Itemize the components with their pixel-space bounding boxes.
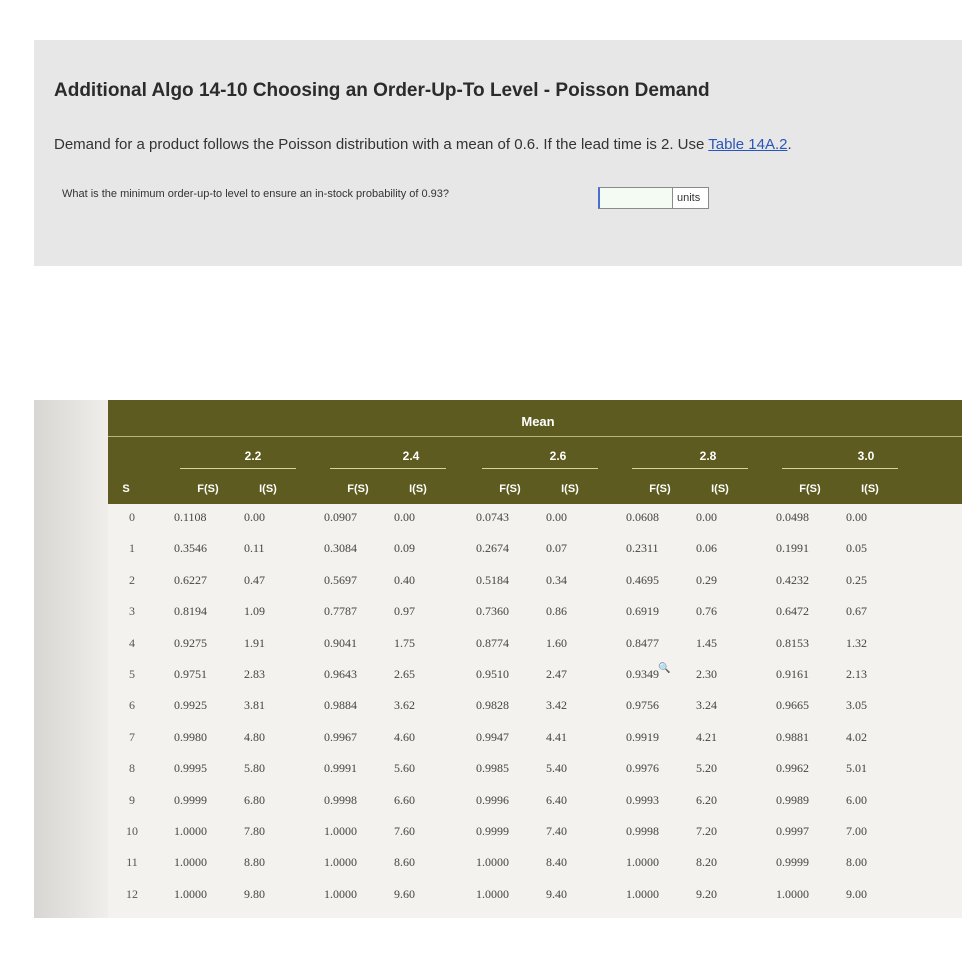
cell-f-value: 0.9999 <box>476 824 509 838</box>
cell-f-value: 0.9275 <box>174 635 207 650</box>
cell-i-value: 8.60 <box>394 855 415 870</box>
cell-f-value: 0.0907 <box>324 510 357 524</box>
cell-i-value: 2.83 <box>244 667 265 681</box>
problem-description-end: . <box>787 136 792 153</box>
table-row <box>108 630 962 662</box>
cell-i-value: 4.41 <box>546 729 567 744</box>
cell-i-value: 4.02 <box>846 729 867 744</box>
cell-i-value: 4.80 <box>244 729 265 744</box>
table-link[interactable]: Table 14A.2 <box>708 136 788 153</box>
cell-f-value: 0.9980 <box>174 729 207 744</box>
cell-f-value: 0.9161 <box>776 667 809 681</box>
problem-card <box>34 40 962 266</box>
cell-f-value: 0.6472 <box>776 604 809 619</box>
cell-i-value: 9.20 <box>696 886 717 901</box>
cell-f-value: 0.9991 <box>324 761 357 776</box>
cell-f-value: 1.0000 <box>174 855 207 870</box>
cell-f-value: 0.1991 <box>776 541 809 556</box>
cell-f-value: 0.9998 <box>626 824 659 838</box>
poisson-table-image <box>34 400 962 918</box>
cell-i-value: 9.00 <box>846 886 867 901</box>
cell-i-value: 1.45 <box>696 635 717 650</box>
cell-f-value: 0.9756 <box>626 698 659 713</box>
units-label: units <box>673 187 709 209</box>
row-s-value: 9 <box>129 792 135 807</box>
cell-i-value: 0.11 <box>244 541 265 556</box>
mean-value-2-2: 2.2 <box>244 449 262 463</box>
cell-i-value: 2.65 <box>394 667 415 681</box>
problem-title: Additional Algo 14-10 Choosing an Order-Up-To Level - Poisson Demand <box>54 80 710 101</box>
row-s-value: 8 <box>129 761 135 776</box>
row-s-value: 3 <box>129 604 135 619</box>
cell-f-value: 0.8774 <box>476 635 509 650</box>
cell-f-value: 1.0000 <box>776 886 809 901</box>
cell-i-value: 0.25 <box>846 572 867 587</box>
cell-f-value: 0.9665 <box>776 698 809 713</box>
cell-i-value: 3.62 <box>394 698 415 713</box>
cell-i-value: 0.29 <box>696 572 717 587</box>
cell-f-value: 0.9962 <box>776 761 809 776</box>
cell-i-value: 7.80 <box>244 824 265 838</box>
cell-f-value: 0.1108 <box>174 510 207 524</box>
cell-i-value: 4.21 <box>696 729 717 744</box>
cell-f-value: 0.3546 <box>174 541 207 556</box>
cell-i-value: 8.80 <box>244 855 265 870</box>
cell-i-value: 0.67 <box>846 604 867 619</box>
cell-i-value: 0.34 <box>546 572 567 587</box>
cell-i-value: 5.20 <box>696 761 717 776</box>
cell-i-value: 7.40 <box>546 824 567 838</box>
column-header-i: I(S) <box>861 483 879 495</box>
cell-i-value: 9.60 <box>394 886 415 901</box>
mean-value-3-0: 3.0 <box>857 449 875 463</box>
mean-value-2-6: 2.6 <box>549 449 567 463</box>
mean-underline <box>482 468 598 469</box>
cell-i-value: 0.06 <box>696 541 717 556</box>
mean-label: Mean <box>521 414 555 429</box>
cell-f-value: 0.9751 <box>174 667 207 681</box>
cell-f-value: 0.4695 <box>626 572 659 587</box>
cell-f-value: 0.9884 <box>324 698 357 713</box>
cell-f-value: 1.0000 <box>324 886 357 901</box>
cell-i-value: 0.00 <box>696 510 717 524</box>
cell-f-value: 0.9967 <box>324 729 357 744</box>
cell-f-value: 0.9989 <box>776 792 809 807</box>
row-s-value: 11 <box>126 855 138 870</box>
cell-i-value: 0.86 <box>546 604 567 619</box>
cell-f-value: 0.0608 <box>626 510 659 524</box>
cell-i-value: 8.40 <box>546 855 567 870</box>
cell-i-value: 2.13 <box>846 667 867 681</box>
cell-f-value: 1.0000 <box>324 855 357 870</box>
question-text: What is the minimum order-up-to level to ensure an in-stock probability of 0.93? <box>62 188 450 200</box>
cell-i-value: 8.20 <box>696 855 717 870</box>
table-row <box>108 849 962 881</box>
cell-f-value: 0.9993 <box>626 792 659 807</box>
zoom-icon: 🔍 <box>658 663 671 674</box>
cell-f-value: 1.0000 <box>626 886 659 901</box>
cell-i-value: 0.00 <box>244 510 265 524</box>
column-header-f: F(S) <box>499 483 521 495</box>
cell-i-value: 4.60 <box>394 729 415 744</box>
problem-description-text: Demand for a product follows the Poisson distribution with a mean of 0.6. If the lead time is 2. Use <box>54 136 709 153</box>
cell-i-value: 6.40 <box>546 792 567 807</box>
mean-value-2-8: 2.8 <box>699 449 717 463</box>
cell-i-value: 0.00 <box>546 510 567 524</box>
column-header-i: I(S) <box>711 483 729 495</box>
cell-i-value: 0.00 <box>846 510 867 524</box>
table-row <box>108 755 962 787</box>
cell-f-value: 0.9925 <box>174 698 207 713</box>
column-header-f: F(S) <box>347 483 369 495</box>
cell-i-value: 0.00 <box>394 510 415 524</box>
cell-f-value: 0.9510 <box>476 667 509 681</box>
cell-f-value: 0.9995 <box>174 761 207 776</box>
table-row <box>108 661 962 693</box>
cell-i-value: 0.47 <box>244 572 265 587</box>
mean-underline <box>180 468 296 469</box>
cell-i-value: 8.00 <box>846 855 867 870</box>
row-s-value: 4 <box>129 635 135 650</box>
cell-i-value: 1.75 <box>394 635 415 650</box>
column-header-i: I(S) <box>561 483 579 495</box>
cell-f-value: 0.8194 <box>174 604 207 619</box>
cell-f-value: 0.0743 <box>476 510 509 524</box>
table-row <box>108 787 962 819</box>
column-header-f: F(S) <box>197 483 219 495</box>
cell-i-value: 3.05 <box>846 698 867 713</box>
cell-f-value: 0.6227 <box>174 572 207 587</box>
cell-i-value: 7.00 <box>846 824 867 838</box>
table-row <box>108 692 962 724</box>
row-s-value: 7 <box>129 729 135 744</box>
cell-f-value: 0.8477 <box>626 635 659 650</box>
cell-f-value: 0.9999 <box>174 792 207 807</box>
cell-f-value: 1.0000 <box>626 855 659 870</box>
cell-i-value: 3.24 <box>696 698 717 713</box>
cell-i-value: 6.20 <box>696 792 717 807</box>
row-s-value: 2 <box>129 572 135 587</box>
cell-i-value: 0.40 <box>394 572 415 587</box>
cell-i-value: 0.05 <box>846 541 867 556</box>
cell-f-value: 0.9998 <box>324 792 357 807</box>
cell-f-value: 0.9881 <box>776 729 809 744</box>
mean-value-2-4: 2.4 <box>402 449 420 463</box>
mean-underline <box>782 468 898 469</box>
cell-f-value: 0.9985 <box>476 761 509 776</box>
row-s-value: 1 <box>129 541 135 556</box>
column-header-f: F(S) <box>799 483 821 495</box>
cell-i-value: 9.40 <box>546 886 567 901</box>
cell-i-value: 6.80 <box>244 792 265 807</box>
table-body <box>108 504 962 918</box>
cell-f-value: 1.0000 <box>324 824 357 838</box>
table-row <box>108 598 962 630</box>
cell-f-value: 0.8153 <box>776 635 809 650</box>
column-header-f: F(S) <box>649 483 671 495</box>
cell-f-value: 0.9041 <box>324 635 357 650</box>
cell-i-value: 5.01 <box>846 761 867 776</box>
cell-i-value: 0.97 <box>394 604 415 619</box>
cell-f-value: 1.0000 <box>476 886 509 901</box>
cell-i-value: 1.32 <box>846 635 867 650</box>
cell-f-value: 0.6919 <box>626 604 659 619</box>
cell-f-value: 0.0498 <box>776 510 809 524</box>
cell-f-value: 1.0000 <box>174 886 207 901</box>
cell-i-value: 6.00 <box>846 792 867 807</box>
table-row <box>108 567 962 599</box>
cell-f-value: 0.5697 <box>324 572 357 587</box>
cell-i-value: 1.60 <box>546 635 567 650</box>
row-s-value: 10 <box>126 824 138 838</box>
cell-i-value: 0.09 <box>394 541 415 556</box>
cell-i-value: 2.47 <box>546 667 567 681</box>
cell-f-value: 0.7360 <box>476 604 509 619</box>
table-row <box>108 504 962 536</box>
problem-description <box>54 136 792 153</box>
cell-f-value: 0.9976 <box>626 761 659 776</box>
column-header-i: I(S) <box>409 483 427 495</box>
cell-i-value: 9.80 <box>244 886 265 901</box>
row-s-value: 6 <box>129 698 135 713</box>
cell-f-value: 0.4232 <box>776 572 809 587</box>
cell-f-value: 0.2311 <box>626 541 659 556</box>
header-divider <box>108 436 962 437</box>
cell-f-value: 0.9349 <box>626 667 659 681</box>
cell-f-value: 0.9828 <box>476 698 509 713</box>
cell-f-value: 0.9996 <box>476 792 509 807</box>
mean-underline <box>632 468 748 469</box>
cell-f-value: 0.7787 <box>324 604 357 619</box>
cell-i-value: 0.76 <box>696 604 717 619</box>
cell-i-value: 5.80 <box>244 761 265 776</box>
table-row <box>108 818 962 850</box>
cell-i-value: 1.09 <box>244 604 265 619</box>
answer-input[interactable] <box>598 187 673 209</box>
column-header-i: I(S) <box>259 483 277 495</box>
table-row <box>108 535 962 567</box>
cell-i-value: 6.60 <box>394 792 415 807</box>
cell-i-value: 3.81 <box>244 698 265 713</box>
cell-f-value: 1.0000 <box>174 824 207 838</box>
table-row <box>108 881 962 913</box>
row-s-value: 12 <box>126 886 138 901</box>
cell-f-value: 0.9643 <box>324 667 357 681</box>
cell-i-value: 2.30 <box>696 667 717 681</box>
cell-f-value: 0.9999 <box>776 855 809 870</box>
table-row <box>108 724 962 756</box>
table-header <box>108 400 962 504</box>
cell-i-value: 7.20 <box>696 824 717 838</box>
cell-f-value: 1.0000 <box>476 855 509 870</box>
row-s-value: 0 <box>129 510 135 524</box>
cell-f-value: 0.3084 <box>324 541 357 556</box>
cell-i-value: 5.40 <box>546 761 567 776</box>
mean-underline <box>330 468 446 469</box>
cell-f-value: 0.2674 <box>476 541 509 556</box>
cell-f-value: 0.9997 <box>776 824 809 838</box>
cell-i-value: 7.60 <box>394 824 415 838</box>
cell-f-value: 0.5184 <box>476 572 509 587</box>
row-s-value: 5 <box>129 667 135 681</box>
cell-f-value: 0.9947 <box>476 729 509 744</box>
cell-i-value: 3.42 <box>546 698 567 713</box>
cell-i-value: 0.07 <box>546 541 567 556</box>
cell-i-value: 5.60 <box>394 761 415 776</box>
column-header-s: S <box>122 483 130 495</box>
cell-i-value: 1.91 <box>244 635 265 650</box>
cell-f-value: 0.9919 <box>626 729 659 744</box>
